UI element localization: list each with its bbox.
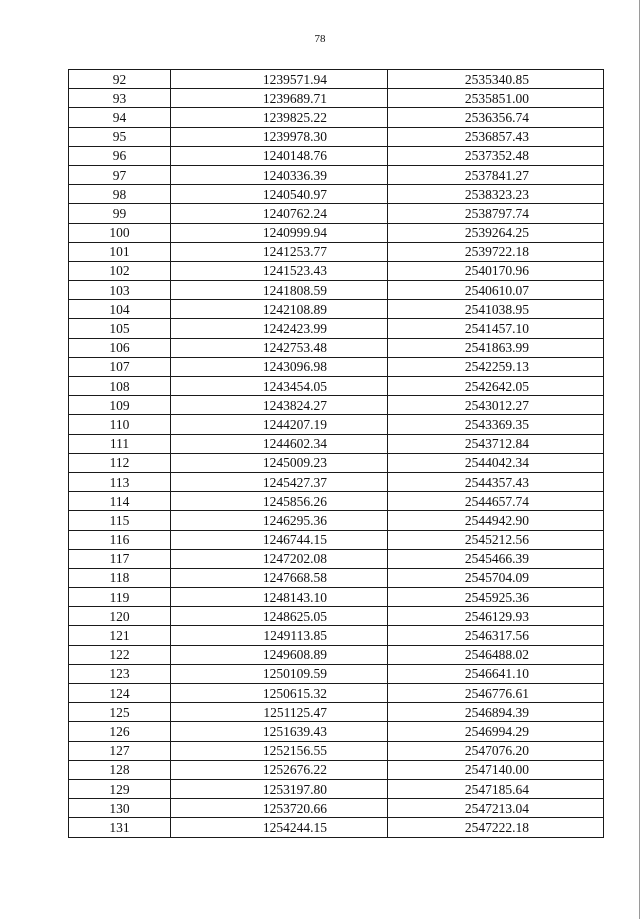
table-row bbox=[69, 377, 604, 396]
y-coordinate-cell: 2538797.74 bbox=[388, 204, 604, 223]
table-row bbox=[69, 453, 604, 472]
point-number-cell: 110 bbox=[69, 415, 171, 434]
table-row bbox=[69, 108, 604, 127]
table-row bbox=[69, 204, 604, 223]
point-number-cell: 123 bbox=[69, 664, 171, 683]
y-coordinate-cell: 2535851.00 bbox=[388, 89, 604, 108]
y-coordinate-cell: 2544042.34 bbox=[388, 453, 604, 472]
y-coordinate-cell: 2535340.85 bbox=[388, 70, 604, 89]
table-row bbox=[69, 261, 604, 280]
x-coordinate-cell: 1242423.99 bbox=[171, 319, 388, 338]
x-coordinate-cell: 1248625.05 bbox=[171, 607, 388, 626]
y-coordinate-cell: 2537352.48 bbox=[388, 146, 604, 165]
page-number: 78 bbox=[314, 33, 326, 45]
y-coordinate-cell: 2547222.18 bbox=[388, 818, 604, 837]
y-coordinate-cell: 2541863.99 bbox=[388, 338, 604, 357]
table-row bbox=[69, 645, 604, 664]
y-coordinate-cell: 2542259.13 bbox=[388, 357, 604, 376]
y-coordinate-cell: 2541038.95 bbox=[388, 300, 604, 319]
x-coordinate-cell: 1253197.80 bbox=[171, 779, 388, 798]
x-coordinate-cell: 1241253.77 bbox=[171, 242, 388, 261]
table-row bbox=[69, 472, 604, 491]
x-coordinate-cell: 1240148.76 bbox=[171, 146, 388, 165]
point-number-cell: 99 bbox=[69, 204, 171, 223]
y-coordinate-cell: 2546129.93 bbox=[388, 607, 604, 626]
table-row bbox=[69, 165, 604, 184]
x-coordinate-cell: 1243096.98 bbox=[171, 357, 388, 376]
x-coordinate-cell: 1249608.89 bbox=[171, 645, 388, 664]
y-coordinate-cell: 2539722.18 bbox=[388, 242, 604, 261]
x-coordinate-cell: 1249113.85 bbox=[171, 626, 388, 645]
point-number-cell: 96 bbox=[69, 146, 171, 165]
table-row bbox=[69, 242, 604, 261]
x-coordinate-cell: 1242753.48 bbox=[171, 338, 388, 357]
table-row bbox=[69, 684, 604, 703]
point-number-cell: 127 bbox=[69, 741, 171, 760]
point-number-cell: 101 bbox=[69, 242, 171, 261]
point-number-cell: 125 bbox=[69, 703, 171, 722]
point-number-cell: 122 bbox=[69, 645, 171, 664]
y-coordinate-cell: 2546994.29 bbox=[388, 722, 604, 741]
point-number-cell: 106 bbox=[69, 338, 171, 357]
point-number-cell: 104 bbox=[69, 300, 171, 319]
y-coordinate-cell: 2541457.10 bbox=[388, 319, 604, 338]
x-coordinate-cell: 1242108.89 bbox=[171, 300, 388, 319]
x-coordinate-cell: 1247202.08 bbox=[171, 549, 388, 568]
x-coordinate-cell: 1240540.97 bbox=[171, 185, 388, 204]
x-coordinate-cell: 1244602.34 bbox=[171, 434, 388, 453]
point-number-cell: 95 bbox=[69, 127, 171, 146]
x-coordinate-cell: 1244207.19 bbox=[171, 415, 388, 434]
table-row bbox=[69, 760, 604, 779]
y-coordinate-cell: 2542642.05 bbox=[388, 377, 604, 396]
point-number-cell: 128 bbox=[69, 760, 171, 779]
point-number-cell: 107 bbox=[69, 357, 171, 376]
y-coordinate-cell: 2546641.10 bbox=[388, 664, 604, 683]
y-coordinate-cell: 2546317.56 bbox=[388, 626, 604, 645]
y-coordinate-cell: 2536356.74 bbox=[388, 108, 604, 127]
point-number-cell: 126 bbox=[69, 722, 171, 741]
point-number-cell: 121 bbox=[69, 626, 171, 645]
point-number-cell: 108 bbox=[69, 377, 171, 396]
x-coordinate-cell: 1241523.43 bbox=[171, 261, 388, 280]
point-number-cell: 118 bbox=[69, 568, 171, 587]
x-coordinate-cell: 1239978.30 bbox=[171, 127, 388, 146]
y-coordinate-cell: 2545704.09 bbox=[388, 568, 604, 587]
point-number-cell: 100 bbox=[69, 223, 171, 242]
table-row bbox=[69, 568, 604, 587]
table-row bbox=[69, 396, 604, 415]
x-coordinate-cell: 1243454.05 bbox=[171, 377, 388, 396]
table-row bbox=[69, 300, 604, 319]
point-number-cell: 131 bbox=[69, 818, 171, 837]
y-coordinate-cell: 2538323.23 bbox=[388, 185, 604, 204]
x-coordinate-cell: 1252156.55 bbox=[171, 741, 388, 760]
x-coordinate-cell: 1248143.10 bbox=[171, 588, 388, 607]
x-coordinate-cell: 1245856.26 bbox=[171, 492, 388, 511]
point-number-cell: 113 bbox=[69, 472, 171, 491]
x-coordinate-cell: 1240336.39 bbox=[171, 165, 388, 184]
x-coordinate-cell: 1254244.15 bbox=[171, 818, 388, 837]
x-coordinate-cell: 1239825.22 bbox=[171, 108, 388, 127]
x-coordinate-cell: 1251125.47 bbox=[171, 703, 388, 722]
y-coordinate-cell: 2547076.20 bbox=[388, 741, 604, 760]
table-row bbox=[69, 530, 604, 549]
y-coordinate-cell: 2540170.96 bbox=[388, 261, 604, 280]
y-coordinate-cell: 2539264.25 bbox=[388, 223, 604, 242]
table-row bbox=[69, 415, 604, 434]
table-row bbox=[69, 703, 604, 722]
x-coordinate-cell: 1240762.24 bbox=[171, 204, 388, 223]
coordinates-table-body bbox=[69, 70, 604, 838]
table-row bbox=[69, 818, 604, 837]
table-row bbox=[69, 127, 604, 146]
table-row bbox=[69, 588, 604, 607]
table-row bbox=[69, 89, 604, 108]
point-number-cell: 93 bbox=[69, 89, 171, 108]
y-coordinate-cell: 2546488.02 bbox=[388, 645, 604, 664]
y-coordinate-cell: 2540610.07 bbox=[388, 281, 604, 300]
x-coordinate-cell: 1239571.94 bbox=[171, 70, 388, 89]
x-coordinate-cell: 1251639.43 bbox=[171, 722, 388, 741]
table-row bbox=[69, 146, 604, 165]
table-row bbox=[69, 549, 604, 568]
coordinates-table bbox=[68, 69, 604, 838]
point-number-cell: 105 bbox=[69, 319, 171, 338]
table-row bbox=[69, 185, 604, 204]
table-row bbox=[69, 511, 604, 530]
point-number-cell: 92 bbox=[69, 70, 171, 89]
y-coordinate-cell: 2543369.35 bbox=[388, 415, 604, 434]
point-number-cell: 97 bbox=[69, 165, 171, 184]
table-row bbox=[69, 281, 604, 300]
point-number-cell: 116 bbox=[69, 530, 171, 549]
x-coordinate-cell: 1250615.32 bbox=[171, 684, 388, 703]
point-number-cell: 103 bbox=[69, 281, 171, 300]
point-number-cell: 117 bbox=[69, 549, 171, 568]
y-coordinate-cell: 2545212.56 bbox=[388, 530, 604, 549]
point-number-cell: 112 bbox=[69, 453, 171, 472]
x-coordinate-cell: 1241808.59 bbox=[171, 281, 388, 300]
table-row bbox=[69, 779, 604, 798]
y-coordinate-cell: 2547185.64 bbox=[388, 779, 604, 798]
table-row bbox=[69, 492, 604, 511]
table-row bbox=[69, 223, 604, 242]
x-coordinate-cell: 1252676.22 bbox=[171, 760, 388, 779]
y-coordinate-cell: 2544942.90 bbox=[388, 511, 604, 530]
table-row bbox=[69, 799, 604, 818]
point-number-cell: 119 bbox=[69, 588, 171, 607]
table-row bbox=[69, 741, 604, 760]
y-coordinate-cell: 2544357.43 bbox=[388, 472, 604, 491]
point-number-cell: 94 bbox=[69, 108, 171, 127]
x-coordinate-cell: 1246295.36 bbox=[171, 511, 388, 530]
point-number-cell: 114 bbox=[69, 492, 171, 511]
y-coordinate-cell: 2546894.39 bbox=[388, 703, 604, 722]
x-coordinate-cell: 1240999.94 bbox=[171, 223, 388, 242]
point-number-cell: 111 bbox=[69, 434, 171, 453]
y-coordinate-cell: 2547140.00 bbox=[388, 760, 604, 779]
y-coordinate-cell: 2536857.43 bbox=[388, 127, 604, 146]
y-coordinate-cell: 2537841.27 bbox=[388, 165, 604, 184]
table-row bbox=[69, 664, 604, 683]
table-row bbox=[69, 626, 604, 645]
point-number-cell: 129 bbox=[69, 779, 171, 798]
point-number-cell: 102 bbox=[69, 261, 171, 280]
table-row bbox=[69, 607, 604, 626]
point-number-cell: 130 bbox=[69, 799, 171, 818]
y-coordinate-cell: 2543012.27 bbox=[388, 396, 604, 415]
point-number-cell: 124 bbox=[69, 684, 171, 703]
y-coordinate-cell: 2545466.39 bbox=[388, 549, 604, 568]
point-number-cell: 109 bbox=[69, 396, 171, 415]
y-coordinate-cell: 2546776.61 bbox=[388, 684, 604, 703]
table-row bbox=[69, 70, 604, 89]
y-coordinate-cell: 2543712.84 bbox=[388, 434, 604, 453]
x-coordinate-cell: 1245009.23 bbox=[171, 453, 388, 472]
x-coordinate-cell: 1245427.37 bbox=[171, 472, 388, 491]
table-row bbox=[69, 722, 604, 741]
x-coordinate-cell: 1247668.58 bbox=[171, 568, 388, 587]
point-number-cell: 98 bbox=[69, 185, 171, 204]
table-row bbox=[69, 434, 604, 453]
x-coordinate-cell: 1239689.71 bbox=[171, 89, 388, 108]
table-row bbox=[69, 338, 604, 357]
table-row bbox=[69, 319, 604, 338]
table-row bbox=[69, 357, 604, 376]
y-coordinate-cell: 2545925.36 bbox=[388, 588, 604, 607]
y-coordinate-cell: 2547213.04 bbox=[388, 799, 604, 818]
x-coordinate-cell: 1250109.59 bbox=[171, 664, 388, 683]
point-number-cell: 115 bbox=[69, 511, 171, 530]
point-number-cell: 120 bbox=[69, 607, 171, 626]
y-coordinate-cell: 2544657.74 bbox=[388, 492, 604, 511]
x-coordinate-cell: 1253720.66 bbox=[171, 799, 388, 818]
x-coordinate-cell: 1243824.27 bbox=[171, 396, 388, 415]
x-coordinate-cell: 1246744.15 bbox=[171, 530, 388, 549]
